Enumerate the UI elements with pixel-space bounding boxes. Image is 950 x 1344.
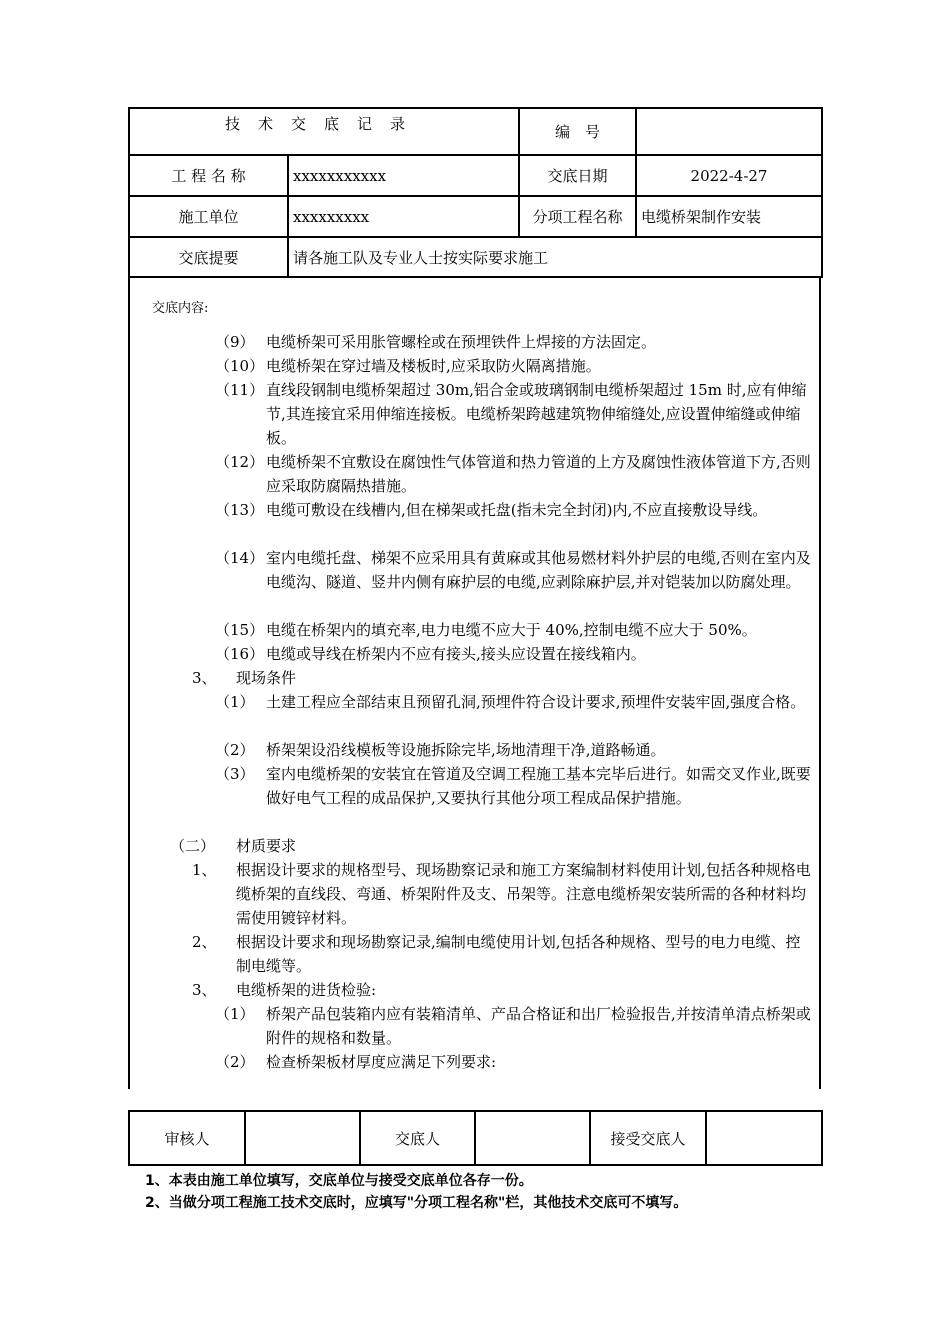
item-number: （1） (215, 1005, 255, 1023)
footnote: 2、当做分项工程施工技术交底时，应填写"分项工程名称"栏，其他技术交底可不填写。 (145, 1195, 688, 1211)
item-number: （1） (215, 693, 255, 711)
number-value (636, 108, 822, 155)
item-text: 电缆或导线在桥架内不应有接头,接头应设置在接线箱内。 (266, 645, 646, 663)
item-number: （2） (215, 741, 255, 759)
reviewer-value (245, 1111, 360, 1165)
item-text: 土建工程应全部结束且预留孔洞,预埋件符合设计要求,预埋件安装牢固,强度合格。 (266, 693, 806, 711)
date-label: 交底日期 (519, 155, 636, 196)
item-number: （16） (215, 645, 265, 663)
footnote: 1、本表由施工单位填写，交底单位与接受交底单位各存一份。 (145, 1173, 533, 1189)
section-number: 3、 (192, 981, 217, 999)
item-text: 室内电缆托盘、梯架不应采用具有黄麻或其他易燃材料外护层的电缆,否则在室内及电缆沟、隧道、竖井内侧有麻护层的电缆,应剥除麻护层,并对铠装加以防腐处理。 (266, 549, 811, 591)
document-title: 技术交底记录 (129, 108, 519, 155)
item-text: 电缆桥架在穿过墙及楼板时,应采取防火隔离措施。 (266, 357, 601, 375)
reviewer-label: 审核人 (129, 1111, 245, 1165)
item-text: 根据设计要求和现场勘察记录,编制电缆使用计划,包括各种规格、型号的电力电缆、控制电缆等。 (236, 933, 801, 975)
item-number: （15） (215, 621, 265, 639)
item-text: 根据设计要求的规格型号、现场勘察记录和施工方案编制材料使用计划,包括各种规格电缆桥架的直线段、弯通、桥架附件及支、吊架等。注意电缆桥架安装所需的各种材料均需使用镀锌材料。 (236, 861, 811, 927)
subproject-label: 分项工程名称 (519, 196, 636, 237)
date-value: 2022-4-27 (636, 155, 822, 196)
receiver-label: 接受交底人 (590, 1111, 706, 1165)
item-text: 检查桥架板材厚度应满足下列要求: (266, 1053, 497, 1071)
item-number: （10） (215, 357, 265, 375)
item-number: 1、 (192, 861, 217, 879)
item-number: 2、 (192, 933, 217, 951)
item-text: 电缆桥架可采用胀管螺栓或在预埋铁件上焊接的方法固定。 (266, 333, 657, 351)
item-text: 电缆桥架不宜敷设在腐蚀性气体管道和热力管道的上方及腐蚀性液体管道下方,否则应采取防腐隔热措施。 (266, 453, 811, 495)
subproject-value: 电缆桥架制作安装 (636, 196, 822, 237)
content-label: 交底内容: (152, 301, 209, 316)
summary-value: 请各施工队及专业人士按实际要求施工 (288, 237, 822, 277)
item-number: （13） (215, 501, 265, 519)
item-number: （9） (215, 333, 255, 351)
discloser-label: 交底人 (360, 1111, 475, 1165)
unit-value: xxxxxxxxx (288, 196, 519, 237)
project-name-value: xxxxxxxxxxx (288, 155, 519, 196)
item-text: 直线段钢制电缆桥架超过 30m,铝合金或玻璃钢制电缆桥架超过 15m 时,应有伸缩节,其连接宜采用伸缩连接板。电缆桥架跨越建筑物伸缩缝处,应设置伸缩缝或伸缩板。 (266, 381, 807, 447)
item-text: 桥架架设沿线模板等设施拆除完毕,场地清理干净,道路畅通。 (266, 741, 666, 759)
item-number: （14） (215, 549, 265, 567)
item-number: （3） (215, 765, 255, 783)
item-text: 电缆在桥架内的填充率,电力电缆不应大于 40%,控制电缆不应大于 50%。 (266, 621, 757, 639)
project-name-label: 工 程 名 称 (129, 155, 288, 196)
header-table (128, 107, 823, 278)
discloser-value (475, 1111, 590, 1165)
section-title: 现场条件 (236, 669, 297, 687)
number-label: 编 号 (519, 108, 636, 155)
section-number: 3、 (192, 669, 217, 687)
item-number: （12） (215, 453, 265, 471)
item-number: （2） (215, 1053, 255, 1071)
summary-label: 交底提要 (129, 237, 288, 277)
section-number: （二） (170, 837, 216, 855)
receiver-value (706, 1111, 822, 1165)
signature-table (128, 1110, 823, 1166)
unit-label: 施工单位 (129, 196, 288, 237)
item-text: 室内电缆桥架的安装宜在管道及空调工程施工基本完毕后进行。如需交叉作业,既要做好电气工程的成品保护,又要执行其他分项工程成品保护措施。 (266, 765, 811, 807)
item-number: （11） (215, 381, 265, 399)
item-text: 电缆可敷设在线槽内,但在梯架或托盘(指未完全封闭)内,不应直接敷设导线。 (266, 501, 768, 519)
item-text: 桥架产品包装箱内应有装箱清单、产品合格证和出厂检验报告,并按清单清点桥架或附件的规格和数量。 (266, 1005, 811, 1047)
section-title: 材质要求 (236, 837, 297, 855)
item-text: 电缆桥架的进货检验: (236, 981, 377, 999)
